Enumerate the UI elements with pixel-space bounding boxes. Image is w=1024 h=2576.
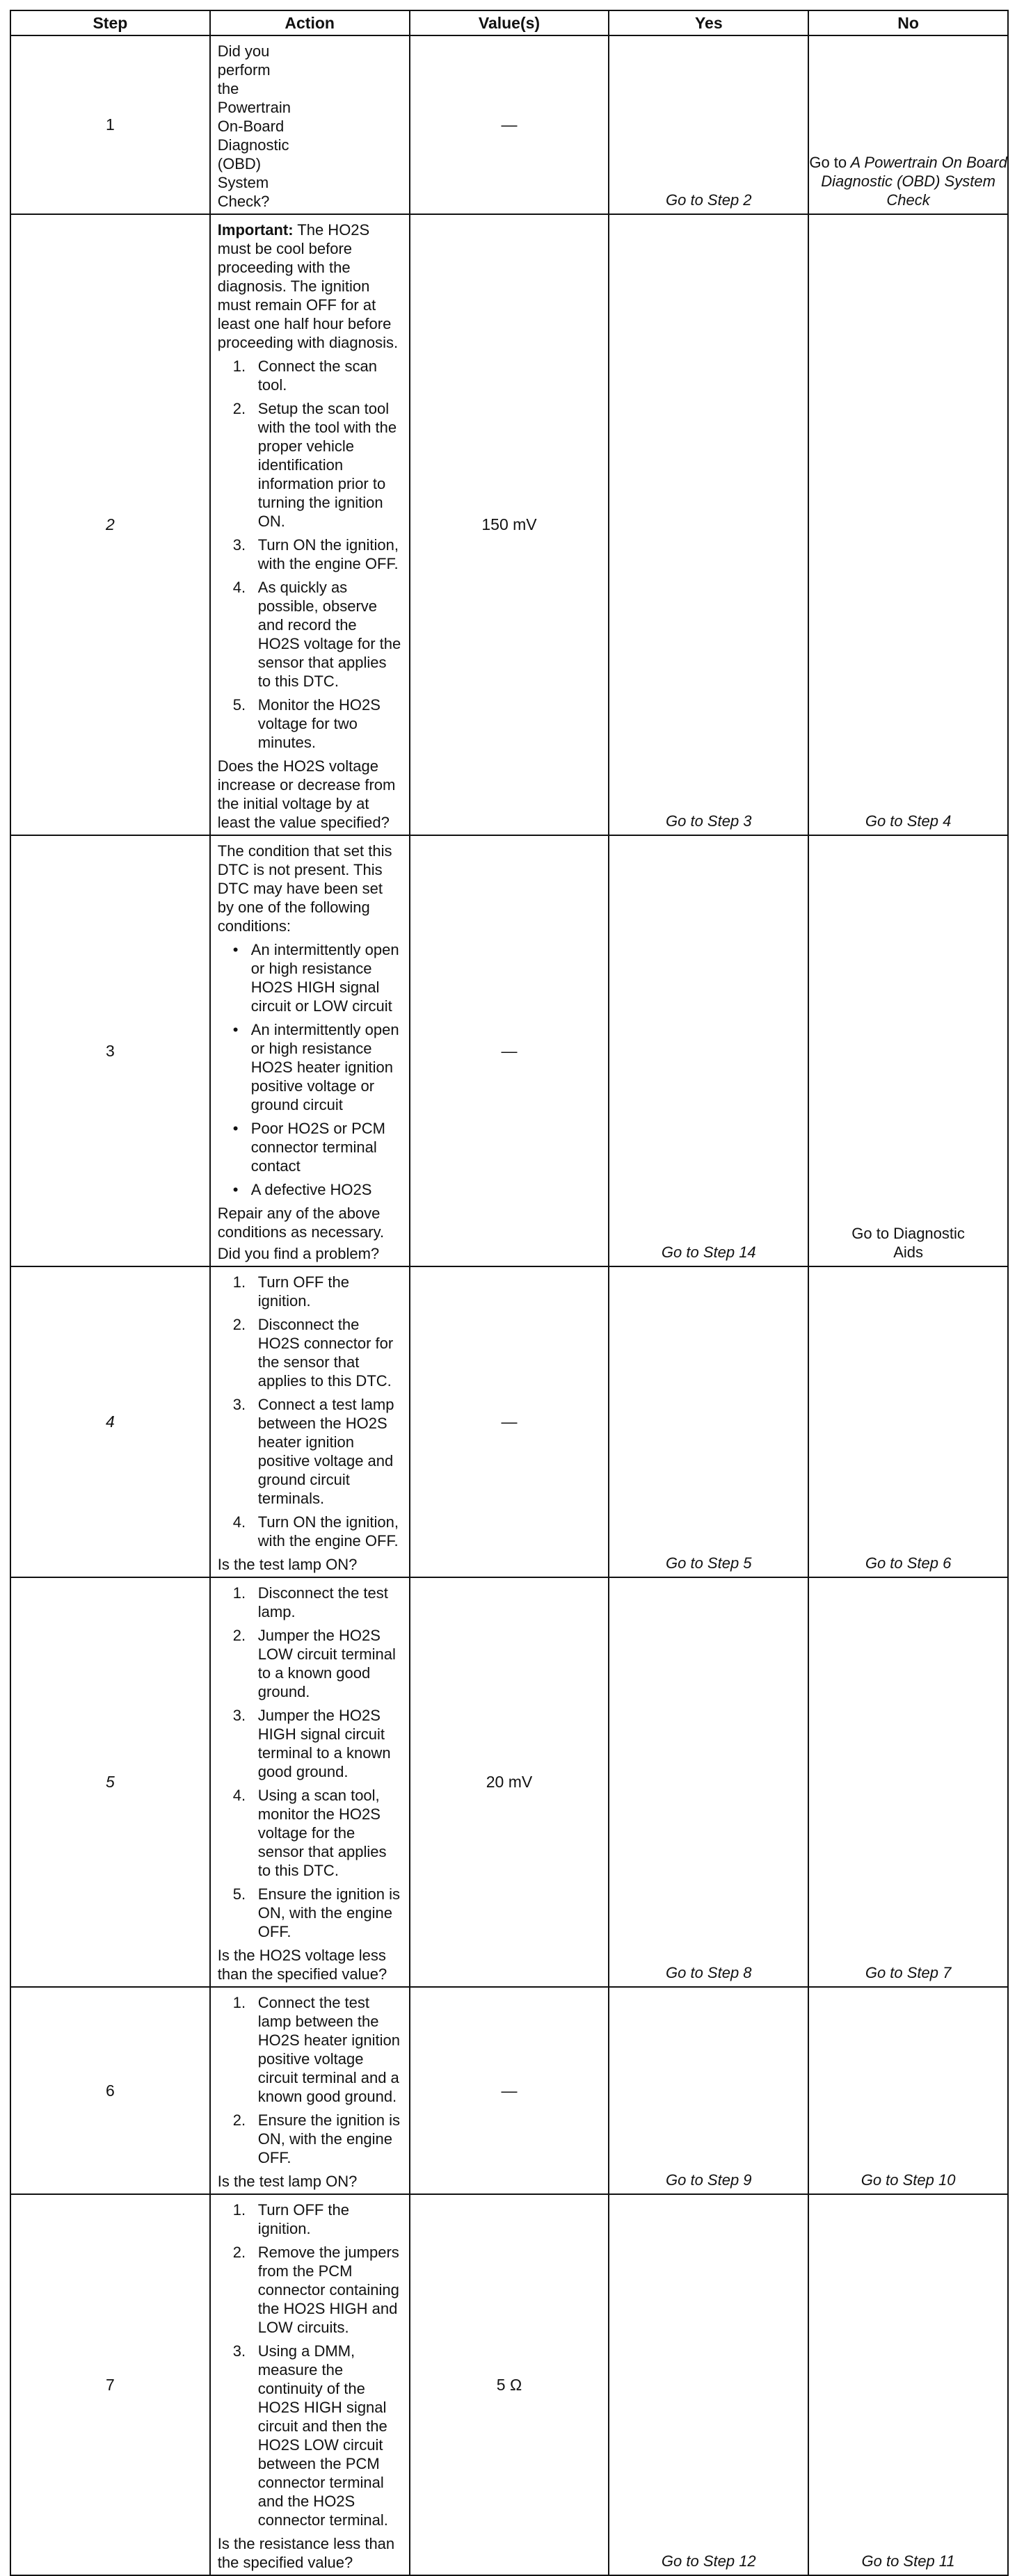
list-item: 4. Using a scan tool, monitor the HO2S voltage for the sensor that applies to this DTC. (232, 1787, 387, 1879)
step-number: 3 (10, 835, 210, 1266)
question-text: Is the test lamp ON? (217, 1556, 358, 1573)
action-cell (210, 1577, 410, 1987)
value-cell: 5 Ω (410, 2194, 609, 2575)
value-cell: — (410, 35, 609, 214)
header-step: Step (10, 10, 210, 35)
list-item: 3. Using a DMM, measure the continuity of the HO2S HIGH signal circuit and then the HO2S LOW circuit between the PCM connector terminal and the HO2S connector terminal. (232, 2342, 388, 2529)
step-number: 2 (10, 214, 210, 835)
no-prefix: Go to (809, 154, 847, 171)
header-action: Action (210, 10, 410, 35)
action-cell (210, 1266, 410, 1577)
header-row (10, 10, 1008, 35)
value-cell: — (410, 1987, 609, 2194)
no-cell: Go to Diagnostic Aids (808, 835, 1008, 1266)
list-item: 3. Turn ON the ignition, with the engine OFF. (232, 536, 399, 572)
step-list (218, 1273, 402, 1550)
step-list (218, 1584, 402, 1941)
table-row (10, 35, 1008, 214)
list-item: • Poor HO2S or PCM connector terminal contact (232, 1120, 385, 1175)
condition-list (218, 940, 402, 1199)
list-item: 1. Disconnect the test lamp. (232, 1584, 388, 1620)
value-cell: — (410, 1266, 609, 1577)
intro-text: The condition that set this DTC is not present. This DTC may have been set by one of the following conditions: (217, 842, 392, 935)
step-number: 4 (10, 1266, 210, 1577)
list-item: 2. Disconnect the HO2S connector for the sensor that applies to this DTC. (232, 1316, 394, 1390)
question-text: Is the resistance less than the specified value? (217, 2535, 395, 2571)
value-cell: — (410, 835, 609, 1266)
list-item: 1. Turn OFF the ignition. (232, 1273, 350, 1310)
yes-cell: Go to Step 8 (609, 1577, 808, 1987)
yes-cell: Go to Step 14 (609, 835, 808, 1266)
question-text: Is the HO2S voltage less than the specified value? (217, 1947, 387, 1983)
value-cell: 20 mV (410, 1577, 609, 1987)
table-row (10, 1266, 1008, 1577)
table-row (10, 1987, 1008, 2194)
question-text: Is the test lamp ON? (217, 2173, 358, 2190)
yes-cell: Go to Step 2 (609, 35, 808, 214)
step-number: 6 (10, 1987, 210, 2194)
action-cell (210, 35, 410, 214)
list-item: 3. Connect a test lamp between the HO2S heater ignition positive voltage and ground circuit terminals. (232, 1396, 394, 1507)
list-item: 1. Turn OFF the ignition. (232, 2201, 350, 2237)
list-item: 1. Connect the test lamp between the HO2S heater ignition positive voltage circuit terminal and a known good ground. (232, 1994, 401, 2105)
list-item: 4. As quickly as possible, observe and record the HO2S voltage for the sensor that applies to this DTC. (232, 579, 401, 690)
action-cell (210, 835, 410, 1266)
no-cell: Go to Step 4 (808, 214, 1008, 835)
list-item: 3. Jumper the HO2S HIGH signal circuit terminal to a known good ground. (232, 1707, 391, 1780)
step-number: 1 (10, 35, 210, 214)
list-item: 2. Remove the jumpers from the PCM connector containing the HO2S HIGH and LOW circuits. (232, 2244, 399, 2336)
no-cell: Go to Step 10 (808, 1987, 1008, 2194)
list-item: 5. Monitor the HO2S voltage for two minutes. (232, 696, 381, 751)
yes-cell: Go to Step 5 (609, 1266, 808, 1577)
no-target: A Powertrain On Board Diagnostic (OBD) System Check (821, 154, 1007, 209)
repair-text: Repair any of the above conditions as necessary. (217, 1205, 385, 1241)
action-cell (210, 214, 410, 835)
list-item: 1. Connect the scan tool. (232, 357, 378, 394)
yes-cell: Go to Step 3 (609, 214, 808, 835)
no-cell (808, 35, 1008, 214)
list-item: • An intermittently open or high resistance HO2S heater ignition positive voltage or ground circuit (232, 1021, 399, 1113)
important-text: The HO2S must be cool before proceeding with the diagnosis. The ignition must remain OFF for at least one half hour before proceeding with diagnosis. (217, 221, 399, 351)
action-text: Did you perform the Powertrain On-Board Diagnostic (OBD) System Check? (217, 42, 291, 210)
list-item: 2. Setup the scan tool with the tool with the proper vehicle identification information prior to turning the ignition ON. (232, 400, 397, 530)
list-item: 2. Ensure the ignition is ON, with the engine OFF. (232, 2111, 401, 2166)
header-values: Value(s) (410, 10, 609, 35)
list-item: 5. Ensure the ignition is ON, with the engine OFF. (232, 1885, 401, 1940)
table-row (10, 214, 1008, 835)
value-cell: 150 mV (410, 214, 609, 835)
list-item: • An intermittently open or high resistance HO2S HIGH signal circuit or LOW circuit (232, 941, 399, 1015)
step-list (218, 2200, 402, 2529)
header-yes: Yes (609, 10, 808, 35)
question-text: Did you find a problem? (217, 1245, 380, 1262)
step-list (218, 357, 402, 752)
step-list (218, 1993, 402, 2167)
action-cell (210, 1987, 410, 2194)
table-row (10, 835, 1008, 1266)
diagnostic-table (10, 10, 1009, 2576)
question-text: Does the HO2S voltage increase or decrease from the initial voltage by at least the value specified? (217, 757, 396, 831)
yes-cell: Go to Step 12 (609, 2194, 808, 2575)
table-row (10, 1577, 1008, 1987)
step-number: 5 (10, 1577, 210, 1987)
yes-cell: Go to Step 9 (609, 1987, 808, 2194)
diagnostic-table-page (10, 10, 1009, 2576)
no-cell: Go to Step 6 (808, 1266, 1008, 1577)
list-item: 4. Turn ON the ignition, with the engine OFF. (232, 1513, 399, 1549)
header-no: No (808, 10, 1008, 35)
list-item: • A defective HO2S (232, 1181, 372, 1198)
list-item: 2. Jumper the HO2S LOW circuit terminal to a known good ground. (232, 1627, 396, 1700)
important-note (218, 220, 402, 352)
important-label: Important: (217, 221, 294, 239)
no-cell: Go to Step 7 (808, 1577, 1008, 1987)
step-number: 7 (10, 2194, 210, 2575)
no-cell: Go to Step 11 (808, 2194, 1008, 2575)
action-cell (210, 2194, 410, 2575)
table-row (10, 2194, 1008, 2575)
